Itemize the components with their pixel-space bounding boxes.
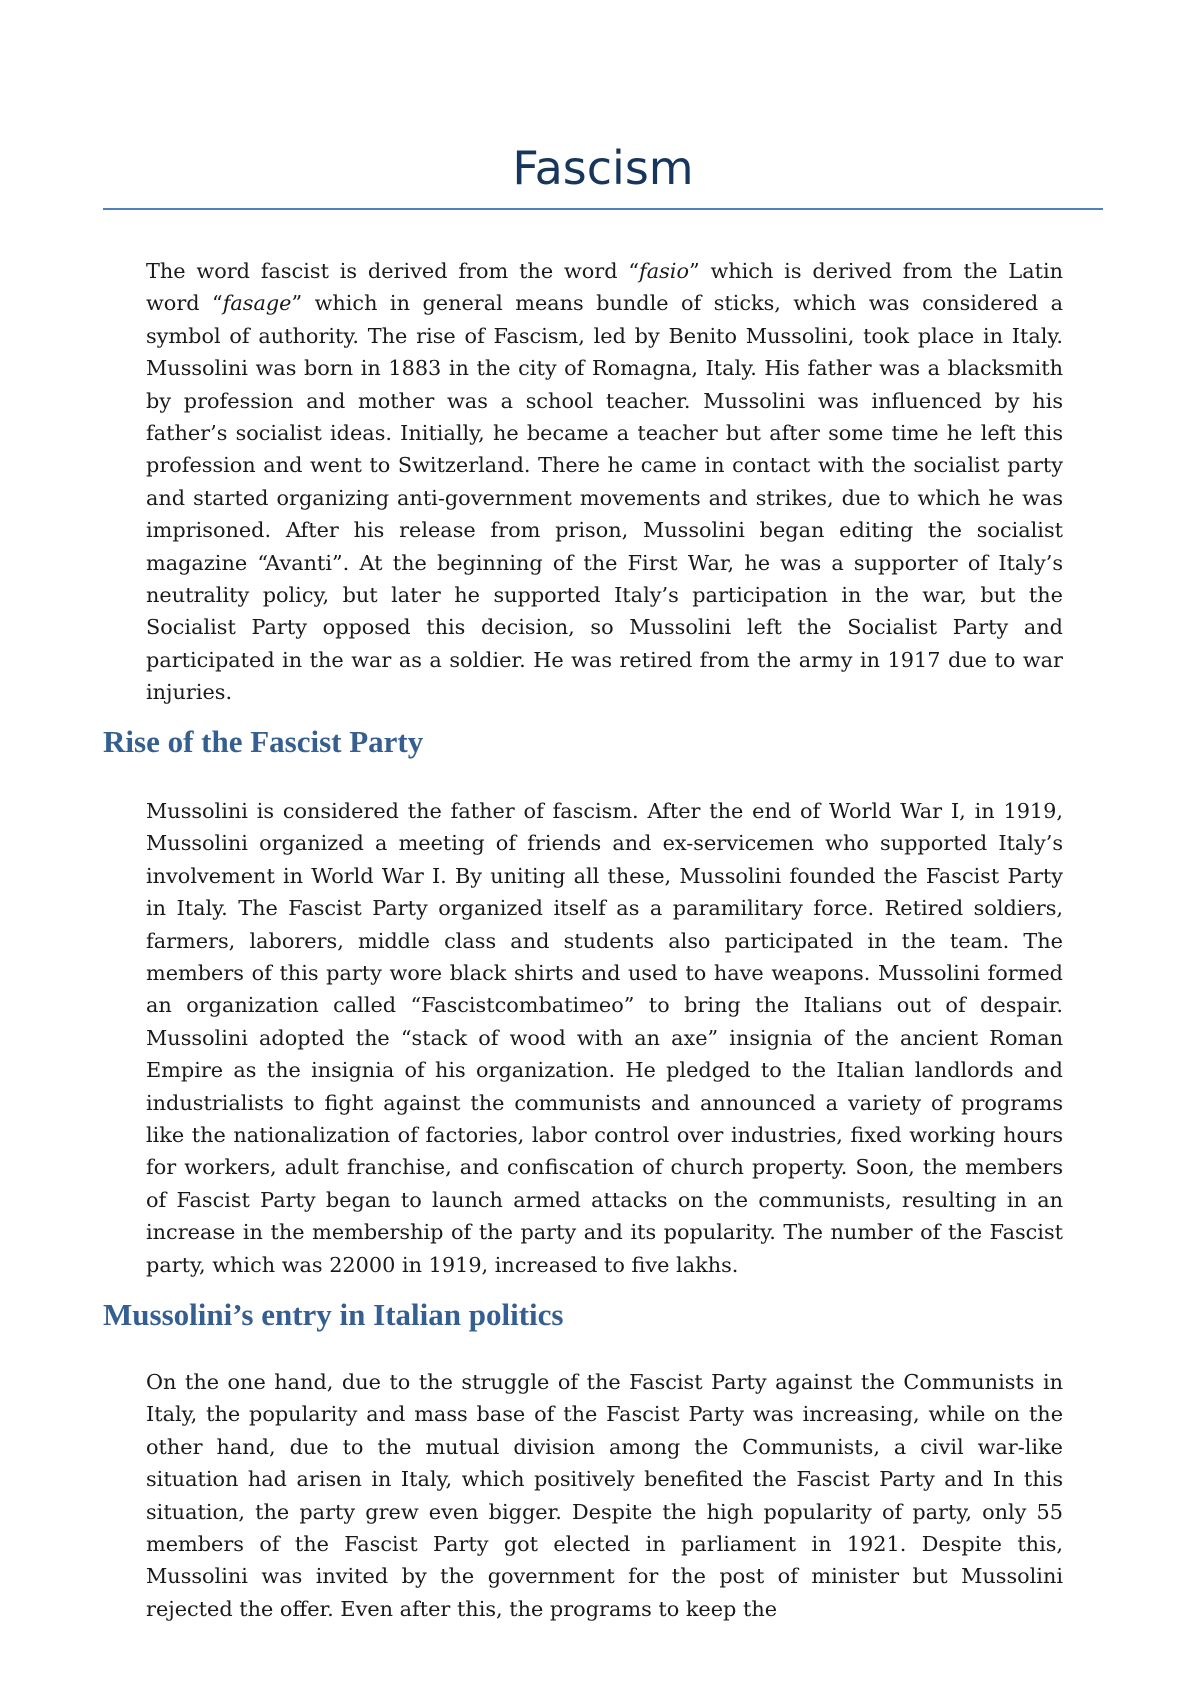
section-heading-rise-of-fascist-party: Rise of the Fascist Party bbox=[103, 724, 424, 759]
document-title: Fascism bbox=[512, 141, 694, 195]
section-body-rise-of-fascist-party: Mussolini is considered the father of fascism. After the end of World War I, in 1919, Mussolini organized a meeting of friends and ex-servicemen who supported Italy’s involvement in World War I. By uniting all these, Mussolini founded the Fascist Party in Italy. The Fascist Party organized itself as a paramilitary force. Retired soldiers, farmers, laborers, middle class and students also participated in the team. The members of this party wore black shirts and used to have weapons. Mussolini formed an organization called “Fascistcombatimeo” to bring the Italians out of despair. Mussolini adopted the “stack of wood with an axe” insignia of the ancient Roman Empire as the insignia of his organization. He pledged to the Italian landlords and industrialists to fight against the communists and announced a variety of programs like the nationalization of factories, labor control over industries, fixed working hours for workers, adult franchise, and confiscation of church property. Soon, the members of Fascist Party began to launch armed attacks on the communists, resulting in an increase in the membership of the party and its popularity. The number of the Fascist party, which was 22000 in 1919, increased to five lakhs. bbox=[146, 799, 1063, 1277]
intro-text-rest: ” which in general means bundle of sticks, which was considered a symbol of authority. The rise of Fascism, led by Benito Mussolini, took place in Italy. Mussolini was born in 1883 in the city of Romagna, Italy. His father was a blacksmith by profession and mother was a school teacher. Mussolini was influenced by his father’s socialist ideas. Initially, he became a teacher but after some time he left this profession and went to Switzerland. There he came in contact with the socialist party and started organizing anti-government movements and strikes, due to which he was imprisoned. After his release from prison, Mussolini began editing the socialist magazine “Avanti”. At the beginning of the First War, he was a supporter of Italy’s neutrality policy, but later he supported Italy’s participation in the war, but the Socialist Party opposed this decision, so Mussolini left the Socialist Party and participated in the war as a soldier. He was retired from the army in 1917 due to war injuries. bbox=[146, 291, 1064, 705]
title-underline bbox=[103, 208, 1103, 210]
section-heading-mussolini-entry-politics: Mussolini’s entry in Italian politics bbox=[103, 1297, 564, 1332]
section-body-mussolini-entry-politics: On the one hand, due to the struggle of the Fascist Party against the Communists in Italy, the popularity and mass base of the Fascist Party was increasing, while on the other hand, due to the mutual division among the Communists, a civil war-like situation had arisen in Italy, which positively benefited the Fascist Party and In this situation, the party grew even bigger. Despite the high popularity of party, only 55 members of the Fascist Party got elected in parliament in 1921. Despite this, Mussolini was invited by the government for the post of minister but Mussolini rejected the offer. Even after this, the programs to keep the bbox=[146, 1370, 1063, 1621]
term-fasio: fasio bbox=[639, 259, 689, 283]
intro-paragraph bbox=[146, 255, 1063, 709]
intro-text-between: ” which is derived from the Latin word “ bbox=[146, 259, 1063, 316]
term-fasage: fasage bbox=[222, 291, 292, 316]
intro-text-start: The word fascist is derived from the word “ bbox=[146, 259, 640, 283]
